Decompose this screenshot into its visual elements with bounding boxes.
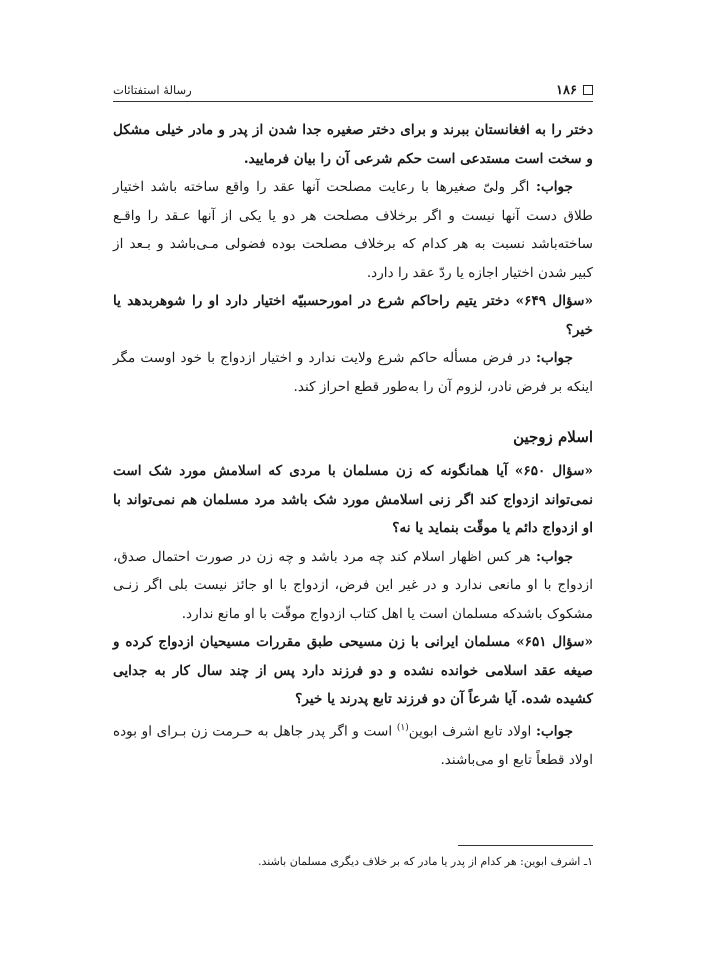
answer-2: [113, 344, 593, 401]
answer-4: [113, 714, 593, 775]
answer-label: جواب:: [535, 548, 573, 565]
answer-1: [113, 173, 593, 287]
answer-3: [113, 543, 593, 629]
answer-text: هر کس اظهار اسلام کند چه مرد باشد و چه زن در صورت احتمال صدق، ازدواج با او مانعی ندارد و در غیر این فرض، ازدواج با او جائز نیست بلی اگر زنـی مشکوک باشدکه مسلمان است یا اهل کتاب ازدواج موقّت با او مانع ندارد.: [113, 548, 593, 622]
header-rule: [113, 101, 593, 102]
question-651: «سؤال ۶۵۱» مسلمان ایرانی با زن مسیحی طبق مقررات مسیحیان ازدواج کرده و صیغه عقد اسلامی خوانده نشده و دو فرزند دارد پس از چند سال کار به جدایی کشیده شده. آیا شرعاً آن دو فرزند تابع پدرند یا خیر؟: [113, 634, 593, 707]
answer-label: جواب:: [535, 723, 573, 740]
answer-text: در فرض مسأله حاکم شرع ولایت ندارد و اختیار ازدواج با خود اوست مگر اینکه بر فرض نادر، لزوم آن را به‌طور قطع احراز کند.: [113, 350, 593, 395]
running-title: رسالهٔ استفتائات: [113, 83, 192, 97]
footnote: ۱ـ اشرف ابوین: هر کدام از پدر یا مادر که بر خلاف دیگری مسلمان باشند.: [257, 855, 593, 868]
footnote-ref[interactable]: (۱): [396, 722, 409, 733]
answer-text: اولاد تابع اشرف ابوین: [408, 723, 536, 740]
question-650: «سؤال ۶۵۰» آیا همانگونه که زن مسلمان با مردی که اسلامش مورد شک است نمی‌تواند ازدواج کند اگر زنی اسلامش مورد شک باشد مرد مسلمان هم نمی‌تواند با او ازدواج دائم یا موقّت بنماید یا نه؟: [113, 463, 593, 536]
question-649: «سؤال ۶۴۹» دختر یتیم راحاکم شرع در امورحسبیّه اختیار دارد او را شوهربدهد یا خیر؟: [113, 293, 593, 338]
footnote-rule: [458, 845, 593, 846]
page-number-block: [556, 83, 593, 98]
answer-label: جواب:: [535, 350, 573, 366]
answer-label: جواب:: [535, 179, 573, 195]
page-number: ۱۸۶: [556, 82, 577, 98]
square-icon: [583, 85, 593, 95]
question-intro: دختر را به افغانستان ببرند و برای دختر صغیره جدا شدن از پدر و مادر خیلی مشکل و سخت است مستدعی است حکم شرعی آن را بیان فرمایید.: [113, 122, 593, 167]
page-body: [113, 116, 593, 774]
answer-text-cont: است و اگر پدر جاهل به حـرمت زن بـرای او بوده اولاد قطعاً تابع او می‌باشند.: [113, 723, 593, 768]
answer-text: اگر ولیّ صغیرها با رعایت مصلحت آنها عقد را واقع ساخته باشد اختیار طلاق دست آنها نیست و اگر برخلاف مصلحت هر دو یا یکی از آنها عـقد را واقـع ساخته‌باشد نسبت به هر کدام که برخلاف مصلحت بوده فضولی مـی‌باشد و بـعد از کبیر شدن اختیار اجازه یا ردّ عقد را دارد.: [113, 179, 593, 281]
page-header: [113, 80, 593, 100]
section-heading: اسلام زوجین: [513, 428, 593, 446]
